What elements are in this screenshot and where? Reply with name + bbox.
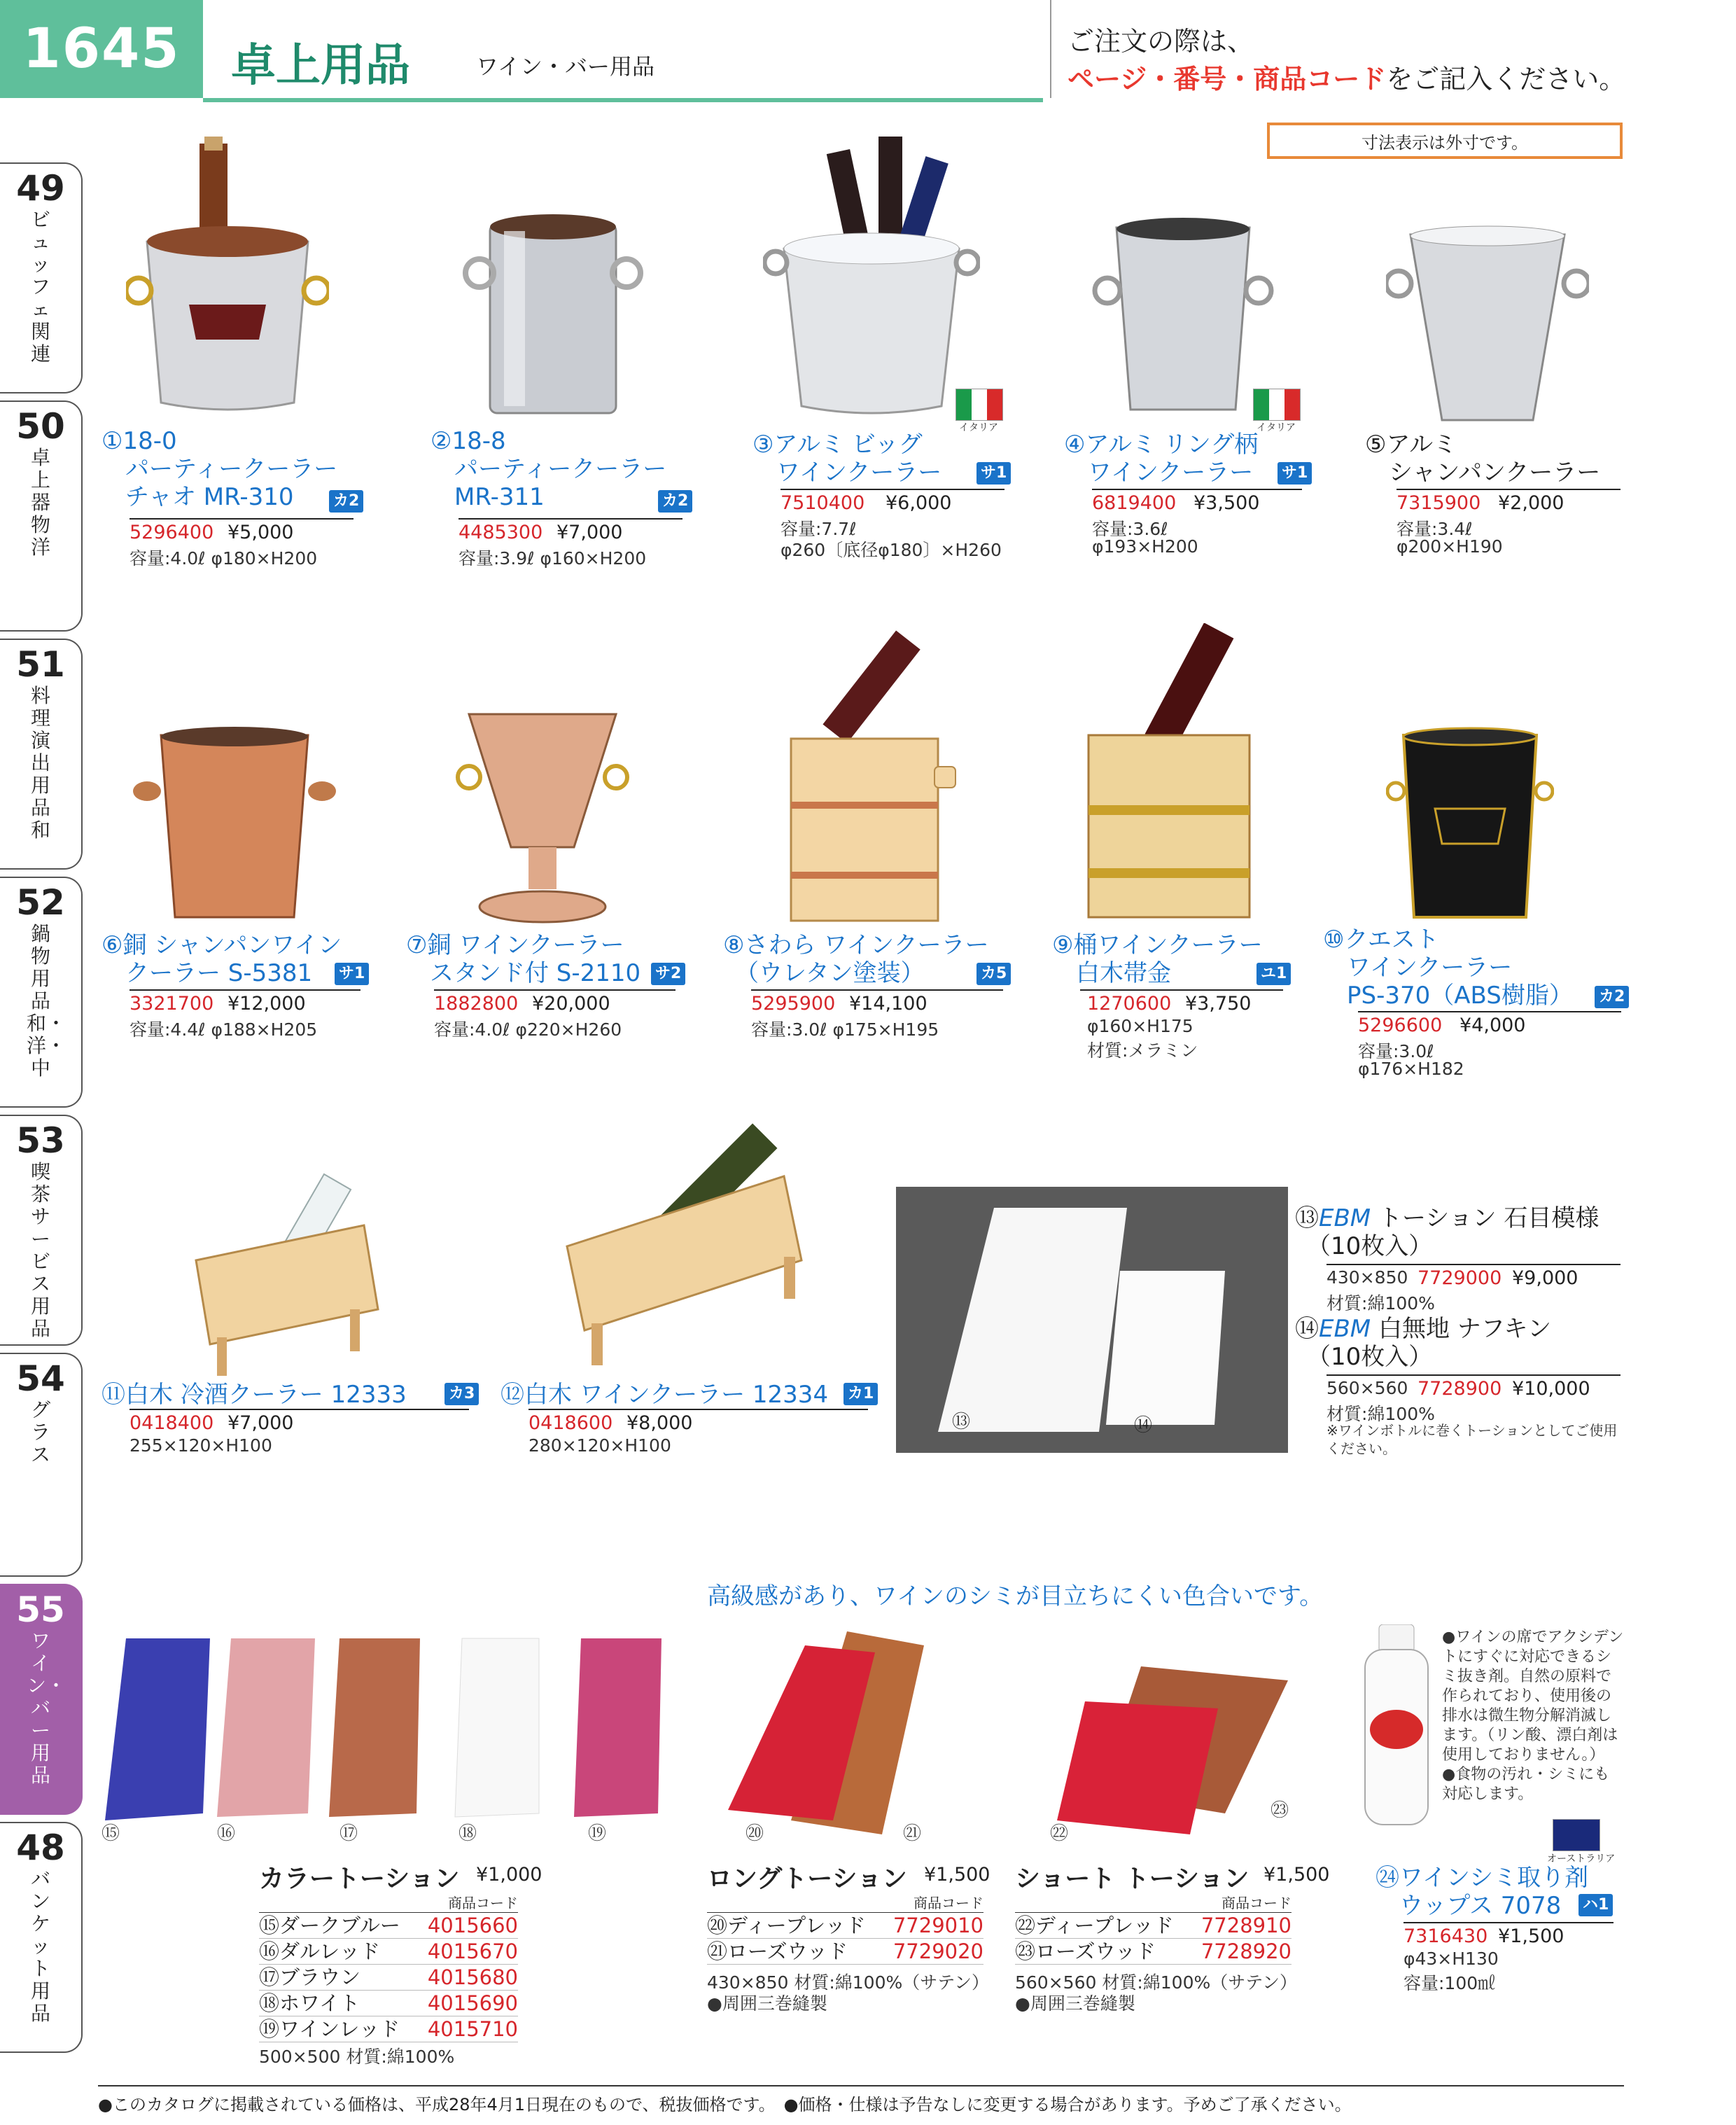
swatch-21-marker: ㉑	[903, 1823, 922, 1844]
towel-14-material: 材質:綿100%	[1326, 1404, 1435, 1424]
product-3-badge: サ1	[976, 462, 1011, 485]
product-8-underline	[751, 989, 1003, 991]
towel-14-code: 7728900	[1418, 1378, 1502, 1400]
product-10-spec-2: φ176×H182	[1358, 1059, 1464, 1079]
product-3-spec-1: 容量:7.7ℓ	[780, 519, 857, 539]
product-image-4	[1092, 214, 1274, 417]
color-swatches	[98, 1624, 1428, 1834]
product-5-underline	[1396, 489, 1620, 490]
table-row: ㉓ローズウッド 7728920	[1015, 1939, 1292, 1963]
product-12-price: ¥8,000	[626, 1412, 693, 1434]
product-2-underline	[458, 518, 682, 520]
product-6-code: 3321700	[130, 993, 214, 1015]
tab-51[interactable]	[0, 639, 83, 870]
product-10-title: ⑩クエスト ワインクーラー PS-370（ABS樹脂）	[1323, 926, 1573, 1010]
product-4-title: ④アルミ リング柄 ワインクーラー	[1064, 431, 1259, 487]
color-headline: 高級感があり、ワインのシミが目立ちにくい色合いです。	[707, 1582, 1324, 1610]
table-row: ⑮ダークブルー 4015660	[259, 1914, 518, 1937]
tab-54[interactable]	[0, 1353, 83, 1577]
swatch-16-marker: ⑯	[217, 1823, 236, 1844]
product-3-title: ③アルミ ビッグ ワインクーラー	[752, 431, 942, 487]
product-5-price: ¥2,000	[1498, 492, 1564, 514]
product-9-title: ⑨桶ワインクーラー 白木帯金	[1052, 931, 1263, 987]
short-torchon-table	[1015, 1894, 1292, 1965]
color-torchon-title: カラートーション	[259, 1865, 460, 1893]
stain-remover-badge: ハ1	[1578, 1894, 1613, 1916]
italy-flag-icon	[1253, 389, 1301, 421]
towel-14-price: ¥10,000	[1512, 1378, 1590, 1400]
tab-48[interactable]	[0, 1822, 83, 2053]
long-torchon-table	[707, 1894, 983, 1965]
long-torchon-price: ¥1,500	[924, 1864, 990, 1886]
tab-number: 50	[16, 406, 65, 447]
stain-remover-title: ㉔ワインシミ取り剤 ウップス 7078	[1376, 1864, 1589, 1920]
product-4-spec-1: 容量:3.6ℓ	[1092, 519, 1168, 539]
tab-50[interactable]	[0, 400, 83, 632]
tab-52[interactable]	[0, 877, 83, 1108]
product-11-spec: 255×120×H100	[130, 1435, 272, 1456]
tab-number: 48	[16, 1827, 65, 1868]
product-5-title: ⑤アルミ シャンパンクーラー	[1365, 431, 1601, 487]
tab-label: ワイン・バー用品	[27, 1629, 66, 1787]
page-title: 卓上用品	[231, 40, 410, 92]
product-12-spec: 280×120×H100	[528, 1435, 671, 1456]
table-header: 商品コード	[1015, 1894, 1292, 1913]
stain-remover-underline	[1404, 1922, 1614, 1923]
towel-14-note: ※ワインボトルに巻くトーションとしてご使用ください。	[1326, 1422, 1618, 1457]
tab-number: 49	[16, 168, 65, 209]
short-torchon-price: ¥1,500	[1264, 1864, 1330, 1886]
table-header: 商品コード	[707, 1894, 983, 1913]
product-11-title: ⑪白木 冷酒クーラー 12333	[102, 1381, 407, 1409]
swatch-20-marker: ⑳	[746, 1823, 764, 1844]
product-1-spec: 容量:4.0ℓ φ180×H200	[130, 548, 318, 569]
product-10-price: ¥4,000	[1460, 1015, 1526, 1036]
product-10-underline	[1358, 1011, 1621, 1012]
table-row: ⑲ワインレッド 4015710	[259, 2017, 518, 2041]
product-4-badge: サ1	[1278, 462, 1312, 485]
order-rest: をご記入ください。	[1386, 64, 1626, 95]
product-7-underline	[434, 989, 676, 991]
product-6-spec: 容量:4.4ℓ φ188×H205	[130, 1019, 318, 1040]
tab-number: 52	[16, 882, 65, 923]
product-2-spec: 容量:3.9ℓ φ160×H200	[458, 548, 647, 569]
product-image-12	[560, 1113, 812, 1372]
towel-photo	[896, 1187, 1288, 1453]
tab-55-active[interactable]	[0, 1584, 83, 1815]
swatch-22-marker: ㉒	[1050, 1823, 1069, 1844]
tab-number: 55	[16, 1589, 65, 1630]
product-3-price: ¥6,000	[886, 492, 952, 514]
product-1-title: ①18-0 パーティークーラー チャオ MR-310	[102, 427, 338, 511]
product-2-price: ¥7,000	[556, 522, 623, 543]
italy-flag-icon	[955, 389, 1003, 421]
product-image-2	[462, 210, 644, 420]
product-9-underline	[1080, 989, 1283, 991]
product-12-underline	[528, 1409, 868, 1410]
swatch-15-marker: ⑮	[102, 1823, 120, 1844]
product-11-badge: カ3	[444, 1383, 479, 1405]
product-image-8	[770, 627, 959, 924]
tab-53[interactable]	[0, 1115, 83, 1346]
product-3-code: 7510400	[780, 492, 865, 514]
table-row: ⑰ブラウン 4015680	[259, 1965, 518, 1989]
product-4-underline	[1092, 489, 1302, 490]
product-12-title: ⑫白木 ワインクーラー 12334	[500, 1381, 829, 1409]
product-9-spec-1: φ160×H175	[1087, 1016, 1194, 1036]
towel-13-material: 材質:綿100%	[1326, 1293, 1435, 1314]
towel-14-marker: ⑭	[1134, 1415, 1153, 1436]
tab-label: 卓上器物 洋	[30, 446, 50, 559]
product-7-price: ¥20,000	[532, 993, 610, 1015]
product-2-title: ②18-8 パーティークーラー MR-311	[430, 427, 667, 511]
flag-label: オーストラリア	[1547, 1853, 1616, 1865]
long-torchon-title: ロングトーション	[707, 1865, 907, 1893]
product-1-underline	[130, 518, 354, 520]
product-6-underline	[130, 989, 360, 991]
product-8-title: ⑧さわら ワインクーラー （ウレタン塗装）	[723, 931, 989, 987]
long-torchon-note: ●周囲三巻縫製	[707, 1993, 827, 2014]
product-5-code: 7315900	[1396, 492, 1481, 514]
product-image-3	[763, 130, 980, 417]
tab-label: 喫茶サービス用品	[30, 1160, 50, 1340]
short-torchon-spec: 560×560 材質:綿100%（サテン）	[1015, 1972, 1297, 1993]
color-torchon-table	[259, 1894, 518, 2042]
tab-label: 料理演出用品 和	[30, 684, 50, 842]
product-5-spec-2: φ200×H190	[1396, 536, 1503, 557]
product-4-code: 6819400	[1092, 492, 1177, 514]
stain-remover-spec-1: φ43×H130	[1404, 1949, 1499, 1969]
product-8-code: 5295900	[751, 993, 836, 1015]
order-emphasis: ページ・番号・商品コード	[1068, 64, 1387, 95]
color-torchon-price: ¥1,000	[476, 1864, 542, 1886]
product-7-spec: 容量:4.0ℓ φ220×H260	[434, 1019, 622, 1040]
towel-13-size: 430×850	[1326, 1267, 1408, 1288]
towel-13-code: 7729000	[1418, 1267, 1502, 1289]
flag-label: イタリア	[959, 422, 998, 433]
product-image-5	[1386, 224, 1589, 427]
product-1-badge: カ2	[329, 490, 363, 513]
swatch-23-marker: ㉓	[1270, 1800, 1289, 1821]
product-7-title: ⑦銅 ワインクーラー スタンド付 S-2110	[406, 931, 641, 987]
towel-14-title: ⑭EBM 白無地 ナフキン （10枚入）	[1295, 1315, 1552, 1371]
product-9-code: 1270600	[1087, 993, 1172, 1015]
product-7-badge: サ2	[651, 963, 685, 985]
product-1-code: 5296400	[130, 522, 214, 543]
product-8-spec: 容量:3.0ℓ φ175×H195	[751, 1019, 939, 1040]
product-11-code: 0418400	[130, 1412, 214, 1434]
product-1-price: ¥5,000	[227, 522, 294, 543]
stain-remover-price: ¥1,500	[1498, 1925, 1564, 1947]
product-image-6	[133, 721, 336, 924]
size-note: 寸法表示は外寸です。	[1267, 123, 1623, 159]
product-image-11	[189, 1169, 385, 1379]
product-7-code: 1882800	[434, 993, 519, 1015]
product-image-1	[126, 137, 329, 417]
product-image-7	[455, 707, 630, 924]
stain-remover-image	[1351, 1624, 1442, 1827]
order-line-2	[1068, 57, 1625, 96]
product-4-price: ¥3,500	[1194, 492, 1260, 514]
product-11-underline	[130, 1409, 469, 1410]
product-2-code: 4485300	[458, 522, 543, 543]
towel-13-underline	[1326, 1264, 1620, 1265]
towel-14-underline	[1326, 1374, 1620, 1376]
tab-number: 54	[16, 1358, 65, 1399]
tab-49[interactable]	[0, 162, 83, 393]
product-10-spec-1: 容量:3.0ℓ	[1358, 1041, 1434, 1061]
product-image-9	[1068, 623, 1270, 924]
table-row: ㉒ディープレッド 7728910	[1015, 1914, 1292, 1937]
product-8-badge: カ5	[976, 963, 1011, 985]
swatch-17-marker: ⑰	[340, 1823, 358, 1844]
page-subtitle: ワイン・バー用品	[476, 53, 655, 80]
table-row: ⑳ディープレッド 7729010	[707, 1914, 983, 1937]
towel-13-price: ¥9,000	[1512, 1267, 1578, 1289]
product-9-badge: ユ1	[1256, 963, 1291, 985]
stain-remover-description: ●ワインの席でアクシデントにすぐに対応できるシミ抜き剤。自然の原料で作られており、使用後の排水は微生物分解消滅します。（リン酸、漂白剤は使用しておりません。） ●食物の汚れ・シミにも対応します。	[1442, 1629, 1624, 1803]
product-3-spec-2: φ260〔底径φ180〕×H260	[780, 540, 1002, 560]
table-row: ⑱ホワイト 4015690	[259, 1991, 518, 2015]
product-9-price: ¥3,750	[1185, 993, 1252, 1015]
product-10-code: 5296600	[1358, 1015, 1443, 1036]
product-9-spec-2: 材質:メラミン	[1087, 1040, 1198, 1061]
product-10-badge: カ2	[1595, 986, 1629, 1008]
towel-14-size: 560×560	[1326, 1378, 1408, 1398]
towel-13-marker: ⑬	[952, 1412, 971, 1433]
tab-number: 53	[16, 1120, 65, 1161]
tab-label: 鍋物用品 和・洋・中	[27, 922, 66, 1080]
footer-note: ●このカタログに掲載されている価格は、平成28年4月1日現在のもので、税抜価格です。 ●価格・仕様は予告なしに変更する場合があります。予めご了承ください。	[98, 2085, 1624, 2115]
product-12-badge: カ1	[844, 1383, 878, 1405]
tab-label: グラス	[30, 1398, 50, 1466]
tab-number: 51	[16, 644, 65, 685]
table-header: 商品コード	[259, 1894, 518, 1913]
swatch-19-marker: ⑲	[588, 1823, 607, 1844]
product-6-price: ¥12,000	[227, 993, 306, 1015]
product-3-underline	[780, 489, 1004, 490]
stain-remover-spec-2: 容量:100㎖	[1404, 1973, 1496, 1993]
table-row: ⑯ダルレッド 4015670	[259, 1939, 518, 1963]
page-number: 1645	[0, 0, 203, 98]
product-6-badge: サ1	[335, 963, 369, 985]
product-5-spec-1: 容量:3.4ℓ	[1396, 519, 1473, 539]
product-image-10	[1386, 725, 1554, 924]
swatch-18-marker: ⑱	[458, 1823, 477, 1844]
product-4-spec-2: φ193×H200	[1092, 536, 1198, 557]
table-row: ㉑ローズウッド 7729020	[707, 1939, 983, 1963]
long-torchon-spec: 430×850 材質:綿100%（サテン）	[707, 1972, 989, 1993]
short-torchon-note: ●周囲三巻縫製	[1015, 1993, 1135, 2014]
tab-label: バンケット用品	[30, 1867, 50, 2025]
color-torchon-spec: 500×500 材質:綿100%	[259, 2047, 455, 2067]
flag-label: イタリア	[1256, 422, 1296, 433]
short-torchon-title: ショート トーション	[1015, 1865, 1250, 1893]
stain-remover-code: 7316430	[1404, 1925, 1488, 1947]
product-12-code: 0418600	[528, 1412, 613, 1434]
towel-13-title: ⑬EBM トーション 石目模様 （10枚入）	[1295, 1204, 1600, 1260]
product-11-price: ¥7,000	[227, 1412, 294, 1434]
australia-flag-icon	[1553, 1819, 1600, 1851]
product-8-price: ¥14,100	[849, 993, 927, 1015]
order-line-1: ご注文の際は、	[1068, 26, 1254, 57]
tab-label: ビュッフェ関連	[30, 208, 50, 365]
product-2-badge: カ2	[658, 490, 692, 513]
product-6-title: ⑥銅 シャンパンワイン クーラー S-5381	[102, 931, 342, 987]
